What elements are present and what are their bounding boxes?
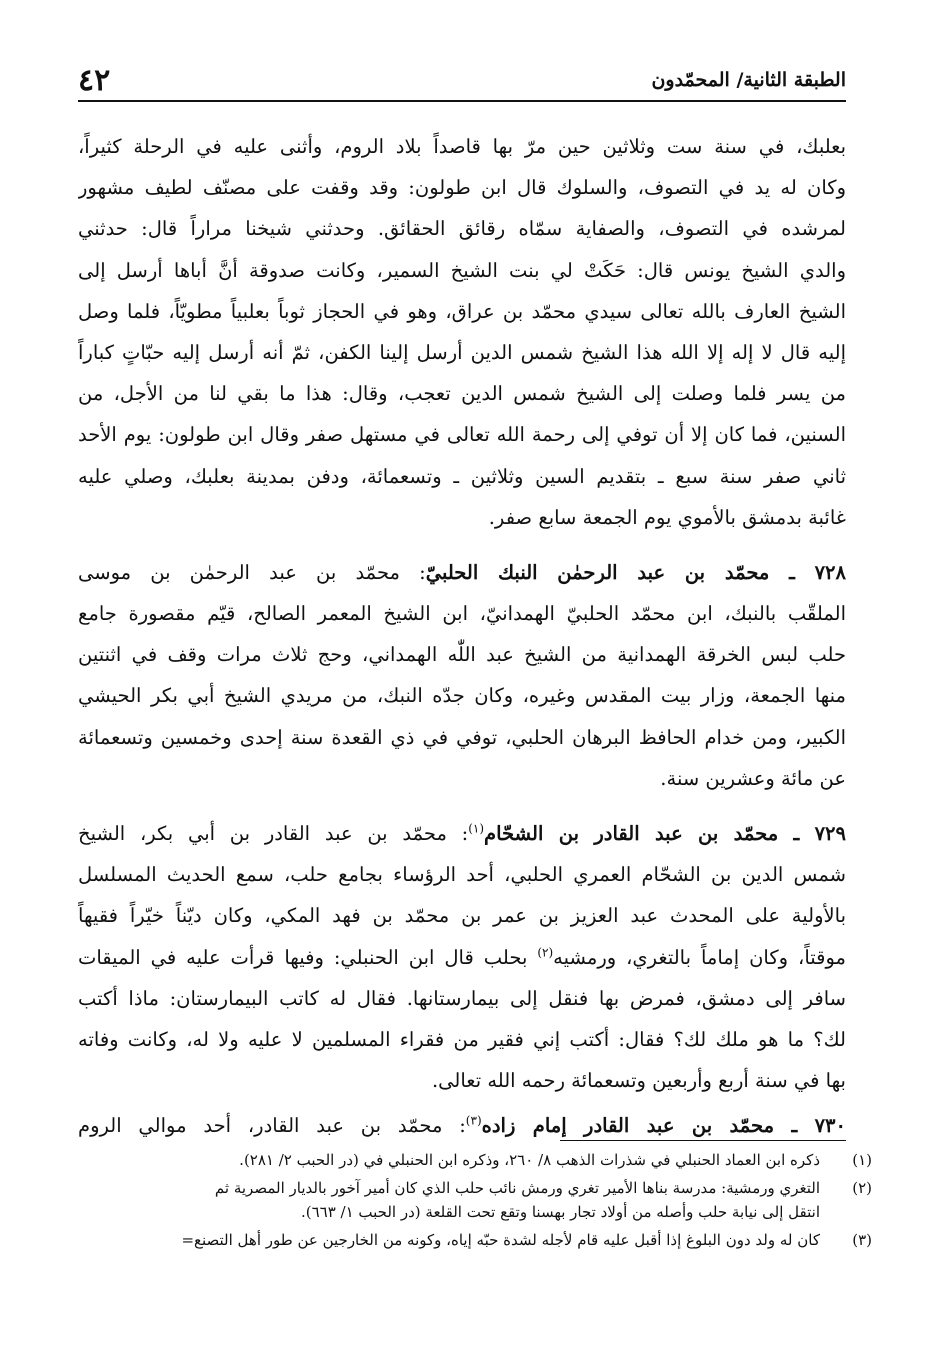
footnote-3 <box>78 1228 872 1252</box>
text-line: عن مائة وعشرين سنة. <box>660 766 846 790</box>
text-line: السنين، فما كان إلا أن توفي إلى رحمة الله تعالى في مستهل صفر وقال ابن طولون: يوم الأحد <box>78 423 846 447</box>
footnote-line: انتقل إلى نيابة حلب وأصله من أولاد تجار بهسنا وتقع تحت القلعة (در الحبب ١/ ٦٦٣). <box>300 1203 820 1221</box>
footnote-2 <box>78 1176 872 1224</box>
text-line: الكبير، ومن خدام الحافظ البرهان الحلبي، توفي في ذي القعدة سنة إحدى وخمسين وتسعمائة <box>78 725 846 749</box>
text-line: والدي الشيخ يونس قال: حَكَتْ لي بنت الشيخ السمير، وكانت صدوقة أنَّ أباها أرسل إلى <box>78 258 846 282</box>
main-text <box>78 126 846 1147</box>
footnote-line: ذكره ابن العماد الحنبلي في شذرات الذهب ٨/ ٢٦٠، وذكره ابن الحنبلي في (در الحبب ٢/ ٢٨١). <box>239 1151 820 1169</box>
text-line: إليه قال لا إله إلا الله هذا الشيخ شمس الدين أرسل إلينا الكفن، ثمّ أنه أرسل إليه حبّاتٍ كباراً <box>78 340 846 364</box>
footnote-number: (٣) <box>852 1231 872 1249</box>
text-line: ثاني صفر سنة سبع ـ بتقديم السين وثلاثين ـ وتسعمائة، ودفن بمدينة بعلبك، وصلي عليه <box>78 464 846 488</box>
entry-heading: ٧٢٨ ـ محمّد بن عبد الرحمٰن النبك الحلبيّ <box>425 560 846 584</box>
entry-first-line <box>78 813 846 854</box>
footnote-1 <box>78 1148 872 1172</box>
text-line: بعلبك، في سنة ست وثلاثين حين مرّ بها قاصداً بلاد الروم، وأثنى عليه في الرحلة كثيراً، <box>78 135 846 158</box>
text-line: منها الجمعة، وزار بيت المقدس وغيره، وكان جدّه النبك، من مريدي الشيخ أبي بكر الحيشي <box>78 684 846 708</box>
text-line: بها في سنة أربع وأربعين وتسعمائة رحمه الله تعالى. <box>431 1069 846 1093</box>
text-line <box>78 937 846 978</box>
text-line: سافر إلى دمشق، فمرض بها فنقل إلى بيمارستانها. فقال له كاتب البيمارستان: ماذا أكتب <box>78 986 846 1010</box>
text-fragment: موقتاً، وكان إماماً بالتغري، ورمشيه <box>553 945 846 969</box>
footnote-ref[interactable]: (٢) <box>537 945 554 960</box>
footnotes <box>78 1148 872 1252</box>
page-number: ٤٢ <box>78 62 111 98</box>
footnote-divider <box>560 1140 846 1141</box>
footnote-ref[interactable]: (٣) <box>465 1113 482 1128</box>
footnote-number: (١) <box>852 1151 872 1169</box>
text-line: حلب لبس الخرقة الهمدانية من الشيخ عبد اللّٰه الهمداني، وحج ثلاث مرات وقف في اثنتين <box>78 643 846 667</box>
footnote-line: كان له ولد دون البلوغ إذا أقبل عليه قام لأجله لشدة حبّه إياه، وكونه من الخارجين عن طور أهل التصنع= <box>181 1231 820 1249</box>
entry-text: : محمّد بن عبد الرحمٰن بن موسى <box>78 560 426 584</box>
text-line: الشيخ العارف بالله تعالى سيدي محمّد بن عراق، وهو في الحجاز ثوباً بعلبياً مطويّاً، فلما وصل <box>78 299 846 323</box>
text-line: لك؟ ما هو ملك لك؟ فقال: أكتب إني فقير من فقراء المسلمين لا عليه ولا له، وكانت وفاته <box>78 1027 846 1051</box>
text-line: وكان له يد في التصوف، والسلوك قال ابن طولون: وقد وقفت على مصنّف لطيف مشهور <box>78 176 846 200</box>
entry-text: : محمّد بن عبد القادر، أحد موالي الروم <box>78 1114 466 1138</box>
entry-first-line <box>78 552 846 593</box>
text-fragment: بحلب قال ابن الحنبلي: وفيها قرأت عليه في الميقات <box>78 945 538 969</box>
text-line: شمس الدين بن الشحّام العمري الحلبي، أحد الرؤساء بجامع حلب، سمع الحديث المسلسل <box>78 863 846 887</box>
page-header <box>78 60 846 102</box>
footnote-number: (٢) <box>852 1179 872 1197</box>
text-line: غائبة بدمشق بالأموي يوم الجمعة سابع صفر. <box>488 505 846 529</box>
text-line: لمرشده في التصوف، والصفاية سمّاه رقائق الحقائق. وحدثني شيخنا مراراً قال: حدثني <box>78 217 846 241</box>
running-head: الطبقة الثانية/ المحمّدون <box>651 69 846 91</box>
footnote-line: التغري ورمشية: مدرسة بناها الأمير تغري ورمش نائب حلب الذي كان أمير آخور بالديار المصرية ثم <box>214 1179 820 1197</box>
entry-heading: ٧٣٠ ـ محمّد بن عبد القادر إمام زاده <box>481 1114 846 1138</box>
entry-text: : محمّد بن عبد القادر بن أبي بكر، الشيخ <box>78 822 469 845</box>
entry-heading: ٧٢٩ ـ محمّد بن عبد القادر بن الشحّام <box>484 822 846 845</box>
entry-728 <box>78 552 846 799</box>
footnote-ref[interactable]: (١) <box>468 821 485 836</box>
entry-729 <box>78 813 846 1101</box>
paragraph-continuation <box>78 126 846 538</box>
text-line: بالأولية على المحدث عبد العزيز بن عمر بن محمّد بن فهد المكي، وكان ديّناً خيّراً فقيهاً <box>78 904 846 928</box>
text-line: من يسر فلما وصلت إلى الشيخ شمس الدين تعجب، وقال: هذا ما بقي لنا من الأجل، من <box>78 382 846 406</box>
text-line: الملقّب بالنبك، ابن محمّد الحلبيّ الهمدانيّ، ابن الشيخ المعمر الصالح، قيّم مقصورة جامع <box>78 602 846 626</box>
